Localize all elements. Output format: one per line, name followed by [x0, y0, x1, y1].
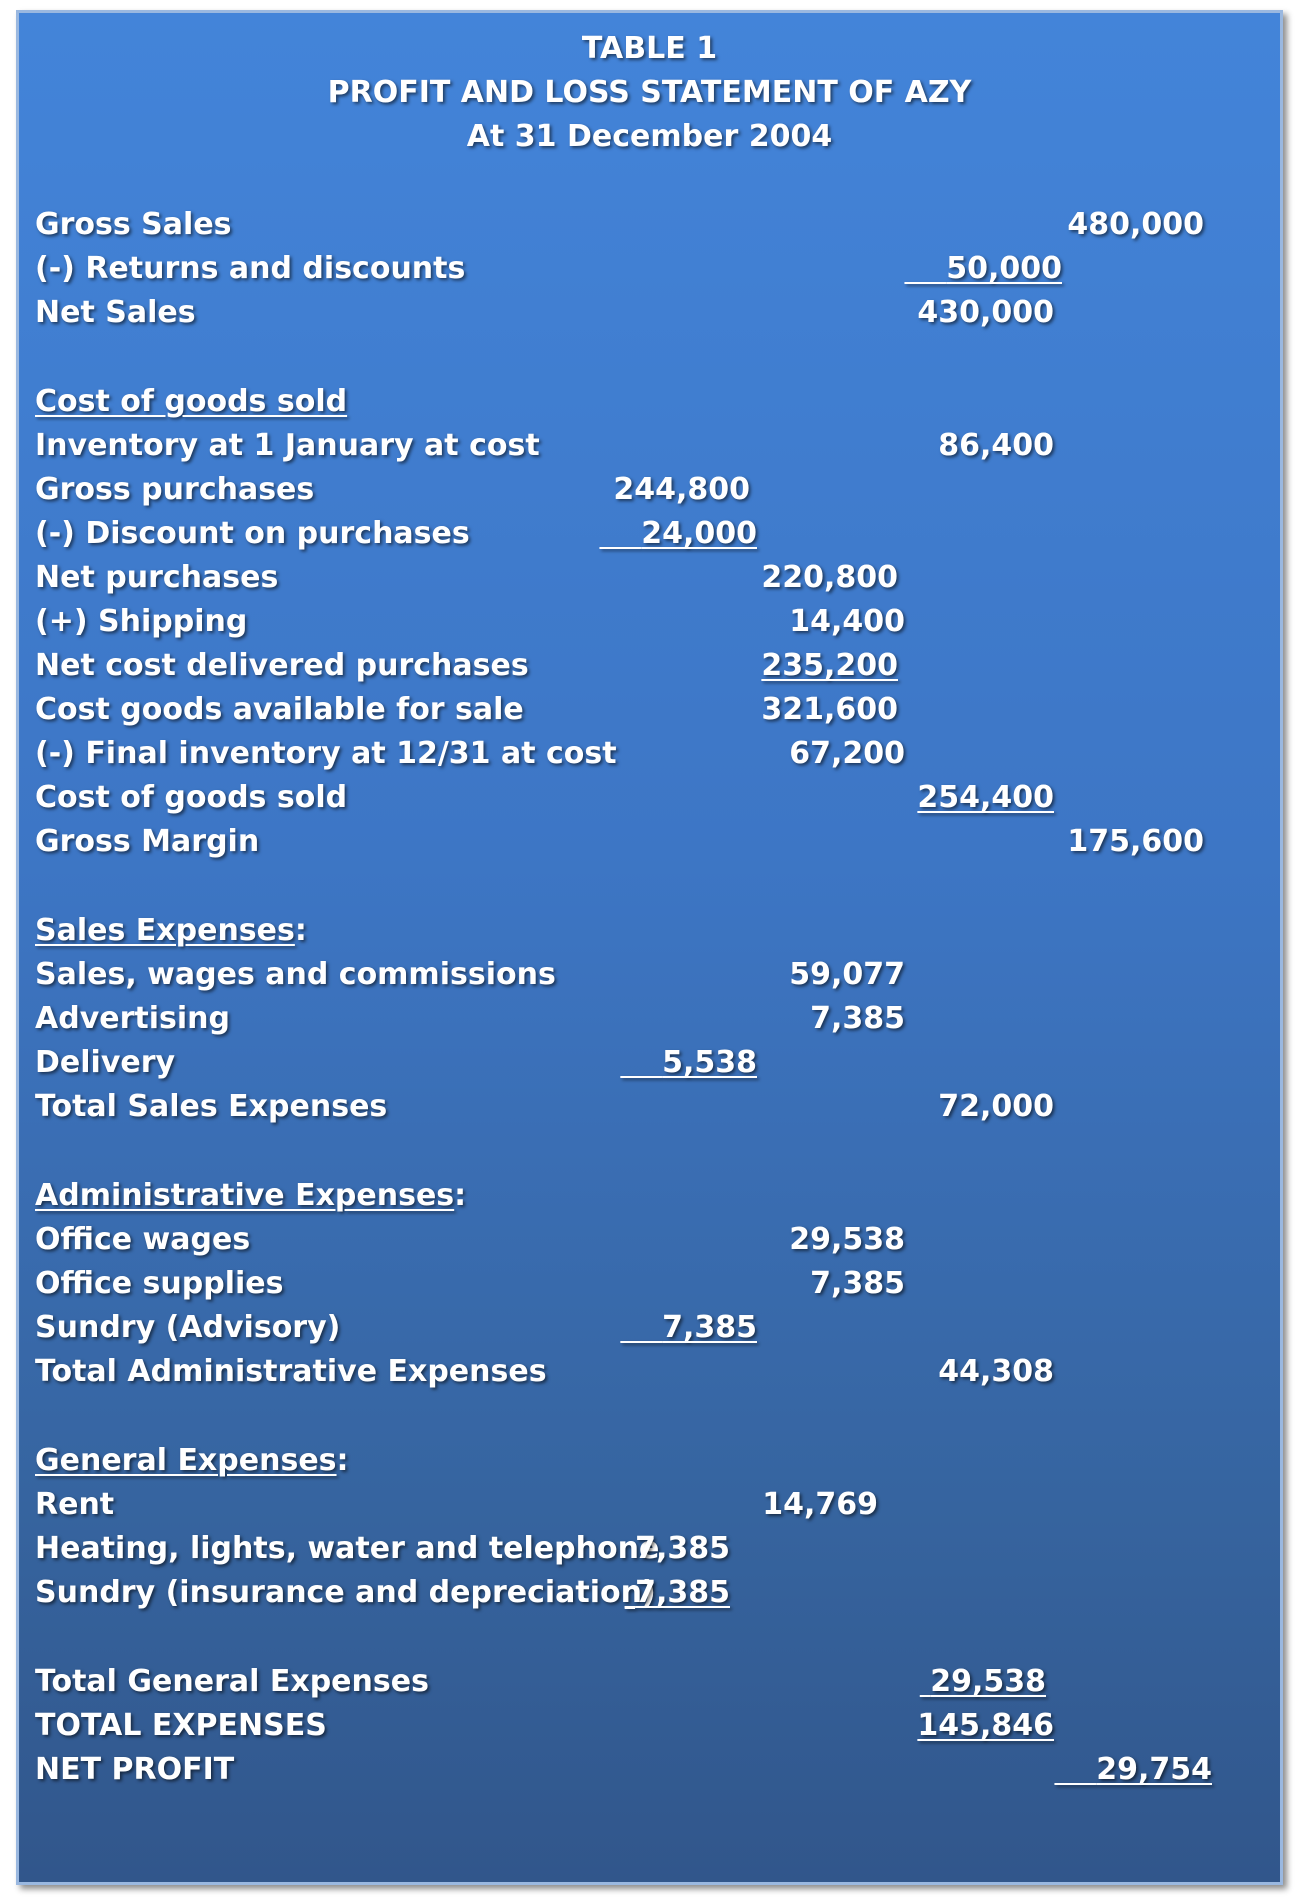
statement-title: PROFIT AND LOSS STATEMENT OF AZY: [327, 75, 972, 110]
net-purchases-value: 220,800: [761, 560, 898, 595]
total-general-exp-value: [920, 1664, 1046, 1699]
row-shipping: [19, 604, 1280, 649]
row-inventory-jan: [19, 428, 1280, 473]
row-gross-purchases: [19, 472, 1280, 517]
rent-value: 14,769: [762, 1487, 878, 1522]
row-label: Advertising: [35, 1001, 230, 1036]
row-sundry-advisory: [19, 1310, 1280, 1355]
office-wages-value: 29,538: [789, 1222, 905, 1257]
row-label: Gross purchases: [35, 472, 315, 507]
row-sales-wages: [19, 957, 1280, 1002]
row-label: (+) Shipping: [35, 604, 248, 639]
sundry-insurance-number: 7,385: [635, 1575, 730, 1610]
section-heading-text: Administrative Expenses: [35, 1178, 455, 1213]
row-gross-margin: [19, 824, 1280, 869]
row-cost-available: [19, 692, 1280, 737]
row-label: NET PROFIT: [35, 1752, 235, 1787]
utilities-value: 7,385: [635, 1531, 730, 1566]
table-number: TABLE 1: [581, 31, 718, 66]
row-label: Office wages: [35, 1222, 251, 1257]
row-admin-exp-header: [19, 1178, 1280, 1223]
row-label: (-) Discount on purchases: [35, 516, 470, 551]
final-inventory-value: 67,200: [789, 736, 905, 771]
section-heading-text: General Expenses: [35, 1443, 337, 1478]
row-label: Inventory at 1 January at cost: [35, 428, 540, 463]
row-cogs-total: [19, 780, 1280, 825]
row-label: Office supplies: [35, 1266, 284, 1301]
row-gross-sales: [19, 207, 1280, 252]
row-label: Total Administrative Expenses: [35, 1354, 547, 1389]
section-heading-general-expenses: [35, 1443, 349, 1478]
total-sales-exp-value: 72,000: [938, 1089, 1054, 1124]
row-returns: [19, 251, 1280, 296]
net-profit-value: 29,754: [1096, 1752, 1212, 1787]
heading-colon: :: [454, 1178, 467, 1213]
heading-colon: :: [294, 913, 307, 948]
cogs-total-value: 254,400: [917, 780, 1054, 815]
net-sales-value: 430,000: [917, 295, 1054, 330]
row-label: Sundry (Advisory): [35, 1310, 341, 1345]
delivery-value: 5,538: [662, 1045, 757, 1080]
row-office-wages: [19, 1222, 1280, 1267]
row-label: TOTAL EXPENSES: [35, 1708, 327, 1743]
returns-value: 50,000: [946, 251, 1062, 286]
section-heading-cogs: Cost of goods sold: [35, 384, 348, 419]
discount-purchases-value: 24,000: [641, 516, 757, 551]
row-discount-purchases: [19, 516, 1280, 561]
gross-sales-value: 480,000: [1067, 207, 1204, 242]
row-net-profit: [19, 1752, 1280, 1797]
row-sundry-insurance: [19, 1575, 1280, 1620]
row-label: Net cost delivered purchases: [35, 648, 529, 683]
row-label: Sundry (insurance and depreciation): [35, 1575, 656, 1610]
row-label: Total General Expenses: [35, 1664, 429, 1699]
row-sales-exp-header: [19, 913, 1280, 958]
row-net-sales: [19, 295, 1280, 340]
row-net-cost-delivered: [19, 648, 1280, 693]
row-label: Total Sales Expenses: [35, 1089, 388, 1124]
net-cost-delivered-value: 235,200: [761, 648, 898, 683]
row-total-admin-exp: [19, 1354, 1280, 1399]
sundry-insurance-value: [625, 1575, 730, 1610]
advertising-value: 7,385: [810, 1001, 905, 1036]
row-label: Net purchases: [35, 560, 279, 595]
gross-margin-value: 175,600: [1067, 824, 1204, 859]
row-label: Heating, lights, water and telephone: [35, 1531, 660, 1566]
row-label: (-) Returns and discounts: [35, 251, 466, 286]
shipping-value: 14,400: [789, 604, 905, 639]
row-delivery: [19, 1045, 1280, 1090]
section-heading-sales-expenses: [35, 913, 307, 948]
row-net-purchases: [19, 560, 1280, 605]
statement-panel: [16, 10, 1283, 1885]
row-office-supplies: [19, 1266, 1280, 1311]
sales-wages-value: 59,077: [789, 957, 905, 992]
row-label: Cost goods available for sale: [35, 692, 524, 727]
total-general-exp-number: 29,538: [930, 1664, 1046, 1699]
row-general-exp-header: [19, 1443, 1280, 1488]
section-heading-admin-expenses: [35, 1178, 466, 1213]
cost-available-value: 321,600: [761, 692, 898, 727]
row-total-general-exp: [19, 1664, 1280, 1709]
row-final-inventory: [19, 736, 1280, 781]
row-label: Delivery: [35, 1045, 176, 1080]
row-label: Gross Margin: [35, 824, 260, 859]
row-label: (-) Final inventory at 12/31 at cost: [35, 736, 617, 771]
row-label: Cost of goods sold: [35, 780, 348, 815]
statement-date: At 31 December 2004: [466, 119, 833, 154]
row-total-sales-exp: [19, 1089, 1280, 1134]
row-label: Sales, wages and commissions: [35, 957, 556, 992]
total-expenses-value: 145,846: [917, 1708, 1054, 1743]
row-label: Net Sales: [35, 295, 196, 330]
row-total-expenses: [19, 1708, 1280, 1753]
section-heading-text: Sales Expenses: [35, 913, 295, 948]
row-label: Rent: [35, 1487, 115, 1522]
row-label: Gross Sales: [35, 207, 232, 242]
total-admin-exp-value: 44,308: [938, 1354, 1054, 1389]
heading-colon: :: [336, 1443, 349, 1478]
row-utilities: [19, 1531, 1280, 1576]
row-cogs-header: [19, 384, 1280, 429]
sundry-advisory-value: 7,385: [662, 1310, 757, 1345]
office-supplies-value: 7,385: [810, 1266, 905, 1301]
row-advertising: [19, 1001, 1280, 1046]
inventory-jan-value: 86,400: [938, 428, 1054, 463]
gross-purchases-value: 244,800: [613, 472, 750, 507]
row-rent: [19, 1487, 1280, 1532]
